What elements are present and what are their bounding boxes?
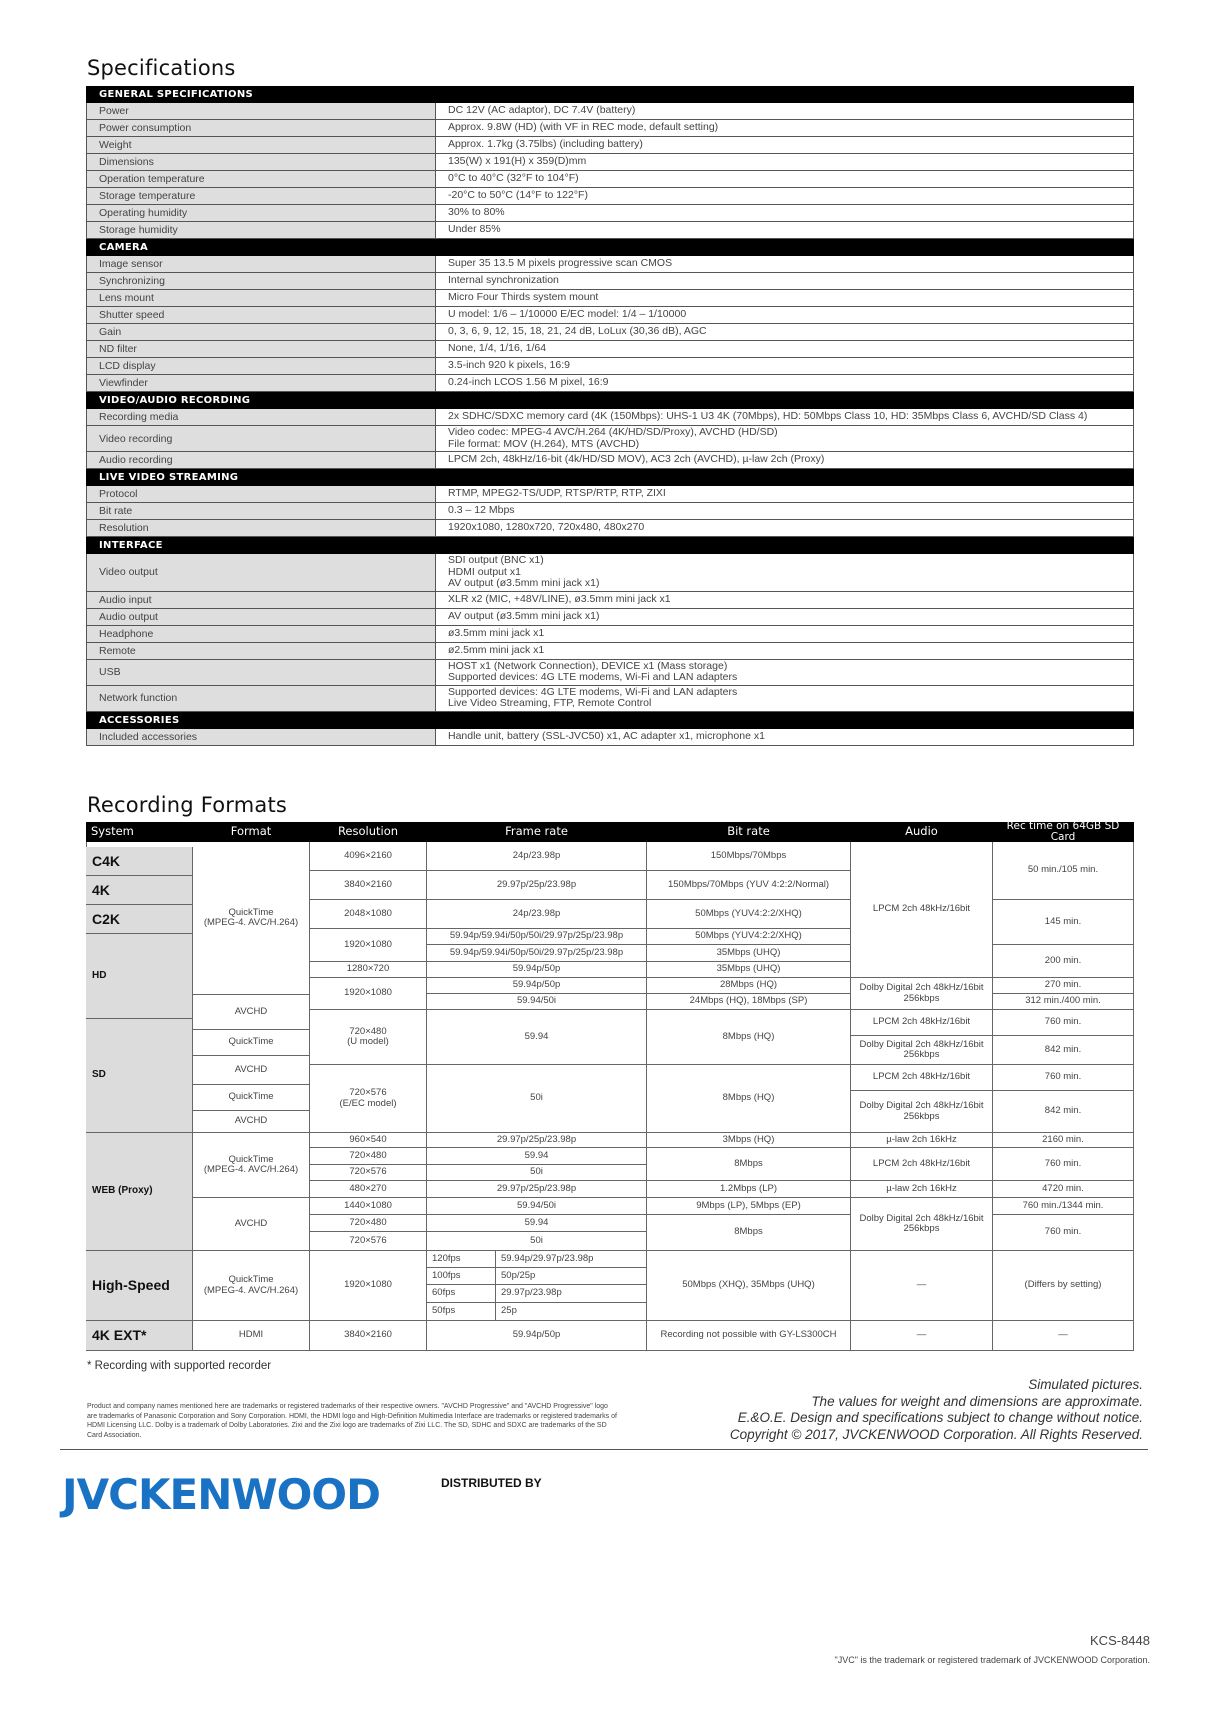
bit-rate-cell: Recording not possible with GY-LS300CH	[647, 1321, 851, 1351]
spec-value-line: Supported devices: 4G LTE modems, Wi-Fi and LAN adapters	[448, 671, 738, 683]
spec-label: Video output	[87, 554, 436, 591]
spec-value-line: None, 1/4, 1/16, 1/64	[448, 342, 547, 355]
spec-value	[436, 171, 1133, 187]
spec-row	[86, 137, 1134, 154]
spec-section-header: LIVE VIDEO STREAMING	[86, 469, 1134, 486]
trademark-note: "JVC" is the trademark or registered trademark of JVCKENWOOD Corporation.	[834, 1655, 1150, 1665]
spec-label: Audio input	[87, 592, 436, 608]
hs-frame-rate-cell: 29.97p/23.98p	[496, 1285, 647, 1303]
audio-cell: —	[851, 1321, 993, 1351]
specifications-title: Specifications	[87, 56, 236, 80]
audio-cell: Dolby Digital 2ch 48kHz/16bit 256kbps	[851, 978, 993, 1010]
spec-value-line: ø2.5mm mini jack x1	[448, 643, 545, 656]
resolution-cell: 720×480 (U model)	[310, 1010, 427, 1065]
frame-rate-cell: 59.94p/50p	[427, 978, 647, 994]
format-avchd: AVCHD	[193, 1056, 310, 1085]
spec-label: USB	[87, 660, 436, 685]
spec-label: Lens mount	[87, 290, 436, 306]
spec-row	[86, 643, 1134, 660]
spec-value	[436, 729, 1133, 745]
spec-label: Power consumption	[87, 120, 436, 136]
bit-rate-cell: 50Mbps (XHQ), 35Mbps (UHQ)	[647, 1251, 851, 1321]
spec-value-line: Internal synchronization	[448, 274, 559, 287]
spec-value-line: 0.3 – 12 Mbps	[448, 504, 515, 517]
spec-row	[86, 307, 1134, 324]
disclaimer-line: The values for weight and dimensions are approximate.	[811, 1393, 1143, 1409]
audio-cell: LPCM 2ch 48kHz/16bit	[851, 1148, 993, 1181]
resolution-cell: 960×540	[310, 1133, 427, 1148]
spec-row	[86, 358, 1134, 375]
rec-time-cell: 2160 min.	[993, 1133, 1134, 1148]
format-quicktime: QuickTime (MPEG-4. AVC/H.264)	[193, 1133, 310, 1198]
spec-row	[86, 375, 1134, 392]
bit-rate-cell: 150Mbps/70Mbps (YUV 4:2:2/Normal)	[647, 871, 851, 900]
spec-value-line: Super 35 13.5 M pixels progressive scan CMOS	[448, 257, 673, 270]
resolution-cell: 3840×2160	[310, 871, 427, 900]
bit-rate-cell: 8Mbps (HQ)	[647, 1010, 851, 1065]
spec-value-line: 30% to 80%	[448, 206, 505, 219]
resolution-cell: 1440×1080	[310, 1198, 427, 1215]
audio-cell: LPCM 2ch 48kHz/16bit	[851, 842, 993, 978]
bit-rate-cell: 8Mbps	[647, 1215, 851, 1251]
spec-value-line: ø3.5mm mini jack x1	[448, 626, 545, 639]
spec-value-line: Micro Four Thirds system mount	[448, 291, 599, 304]
spec-value-line: Under 85%	[448, 223, 501, 236]
specifications-table	[86, 86, 1134, 746]
spec-label: LCD display	[87, 358, 436, 374]
format-quicktime: QuickTime	[193, 1030, 310, 1056]
system-c4k: C4K	[86, 847, 193, 876]
hs-frame-rate-cell: 50p/25p	[496, 1268, 647, 1285]
spec-value-line: DC 12V (AC adaptor), DC 7.4V (battery)	[448, 104, 636, 117]
rec-time-cell: 50 min./105 min.	[993, 842, 1134, 900]
frame-rate-cell: 29.97p/25p/23.98p	[427, 1181, 647, 1198]
resolution-cell: 480×270	[310, 1181, 427, 1198]
spec-label: Audio output	[87, 609, 436, 625]
audio-cell: Dolby Digital 2ch 48kHz/16bit 256kbps	[851, 1091, 993, 1133]
spec-value-line: Supported devices: 4G LTE modems, Wi-Fi and LAN adapters	[448, 685, 738, 698]
spec-row	[86, 520, 1134, 537]
audio-cell: µ-law 2ch 16kHz	[851, 1181, 993, 1198]
frame-rate-cell: 59.94/50i	[427, 994, 647, 1010]
footnote: * Recording with supported recorder	[87, 1360, 272, 1372]
header-system: System	[86, 822, 193, 842]
spec-value-line: 0, 3, 6, 9, 12, 15, 18, 21, 24 dB, LoLux (30,36 dB), AGC	[448, 325, 707, 338]
spec-value-line: 3.5-inch 920 k pixels, 16:9	[448, 359, 570, 372]
spec-label: Gain	[87, 324, 436, 340]
spec-value	[436, 222, 1133, 238]
frame-rate-cell: 50i	[427, 1065, 647, 1133]
spec-value-line: Handle unit, battery (SSL-JVC50) x1, AC adapter x1, microphone x1	[448, 729, 765, 742]
resolution-cell: 2048×1080	[310, 900, 427, 929]
header-rec-time: Rec time on 64GB SD Card	[993, 822, 1134, 842]
audio-cell: —	[851, 1251, 993, 1321]
frame-rate-cell: 59.94/50i	[427, 1198, 647, 1215]
spec-value-line: 2x SDHC/SDXC memory card (4K (150Mbps): UHS-1 U3 4K (70Mbps), HD: 50Mbps Class 10, HD: 35Mbps Class 6, AVCHD/SD Class 4)	[448, 410, 1088, 423]
bit-rate-cell: 24Mbps (HQ), 18Mbps (SP)	[647, 994, 851, 1010]
resolution-cell: 1920×1080	[310, 929, 427, 962]
spec-row	[86, 686, 1134, 712]
bit-rate-cell: 150Mbps/70Mbps	[647, 842, 851, 871]
frame-rate-cell: 59.94p/59.94i/50p/50i/29.97p/25p/23.98p	[427, 945, 647, 962]
jvckenwood-logo: JVCKENWOOD	[62, 1470, 380, 1519]
header-resolution: Resolution	[310, 822, 427, 842]
frame-rate-cell: 50i	[427, 1232, 647, 1251]
spec-label: Image sensor	[87, 256, 436, 272]
spec-value	[436, 686, 1133, 711]
spec-value	[436, 358, 1133, 374]
system-hd: HD	[86, 934, 193, 1019]
system-sd: SD	[86, 1019, 193, 1133]
resolution-cell: 720×480	[310, 1148, 427, 1165]
spec-label: Video recording	[87, 426, 436, 451]
spec-label: Bit rate	[87, 503, 436, 519]
spec-section-header: CAMERA	[86, 239, 1134, 256]
spec-label: Included accessories	[87, 729, 436, 745]
spec-label: Audio recording	[87, 452, 436, 468]
spec-value	[436, 592, 1133, 608]
spec-label: Operating humidity	[87, 205, 436, 221]
spec-row	[86, 256, 1134, 273]
spec-row	[86, 222, 1134, 239]
spec-row	[86, 503, 1134, 520]
system-4k-ext: 4K EXT*	[86, 1321, 193, 1351]
disclaimer-line: Copyright © 2017, JVCKENWOOD Corporation. All Rights Reserved.	[729, 1426, 1143, 1442]
spec-row	[86, 554, 1134, 592]
spec-label: Synchronizing	[87, 273, 436, 289]
spec-row	[86, 452, 1134, 469]
spec-label: Network function	[87, 686, 436, 711]
spec-value	[436, 375, 1133, 391]
format-quicktime: QuickTime	[193, 1085, 310, 1111]
hs-frame-rate-cell: 59.94p/29.97p/23.98p	[496, 1251, 647, 1268]
spec-row	[86, 409, 1134, 426]
recording-formats-title: Recording Formats	[87, 793, 288, 817]
spec-value	[436, 609, 1133, 625]
rec-time-cell: 760 min.	[993, 1010, 1134, 1036]
spec-label: Headphone	[87, 626, 436, 642]
spec-row	[86, 486, 1134, 503]
spec-row	[86, 626, 1134, 643]
spec-value	[436, 452, 1133, 468]
spec-label: Weight	[87, 137, 436, 153]
frame-rate-cell: 50i	[427, 1165, 647, 1181]
spec-row	[86, 120, 1134, 137]
spec-value	[436, 205, 1133, 221]
spec-label: Protocol	[87, 486, 436, 502]
spec-value	[436, 307, 1133, 323]
spec-value-line: Video codec: MPEG-4 AVC/H.264 (4K/HD/SD/Proxy), AVCHD (HD/SD)	[448, 426, 778, 438]
spec-value	[436, 660, 1133, 685]
rec-time-cell: —	[993, 1321, 1134, 1351]
spec-label: Viewfinder	[87, 375, 436, 391]
spec-value	[436, 273, 1133, 289]
audio-cell: LPCM 2ch 48kHz/16bit	[851, 1010, 993, 1036]
audio-cell: µ-law 2ch 16kHz	[851, 1133, 993, 1148]
frame-rate-cell: 24p/23.98p	[427, 842, 647, 871]
spec-value	[436, 324, 1133, 340]
rec-time-cell: 760 min./1344 min.	[993, 1198, 1134, 1215]
spec-value-line: U model: 1/6 – 1/10000 E/EC model: 1/4 – 1/10000	[448, 308, 687, 321]
recording-formats-table	[86, 822, 1134, 1351]
rec-time-cell: 200 min.	[993, 945, 1134, 978]
spec-value	[436, 188, 1133, 204]
spec-row	[86, 592, 1134, 609]
rec-time-cell: 312 min./400 min.	[993, 994, 1134, 1010]
spec-value-line: 0.24-inch LCOS 1.56 M pixel, 16:9	[448, 376, 609, 389]
resolution-cell: 720×480	[310, 1215, 427, 1232]
bit-rate-cell: 8Mbps	[647, 1148, 851, 1181]
disclaimer-line: Simulated pictures.	[1028, 1377, 1143, 1392]
format-hdmi: HDMI	[193, 1321, 310, 1351]
hs-fps-cell: 60fps	[427, 1285, 496, 1303]
header-format: Format	[193, 822, 310, 842]
format-avchd: AVCHD	[193, 1111, 310, 1133]
format-quicktime: QuickTime (MPEG-4. AVC/H.264)	[193, 1251, 310, 1321]
frame-rate-cell: 59.94	[427, 1010, 647, 1065]
divider	[60, 1449, 1148, 1450]
spec-value	[436, 256, 1133, 272]
spec-label: ND filter	[87, 341, 436, 357]
rec-time-cell: 145 min.	[993, 900, 1134, 945]
spec-label: Storage humidity	[87, 222, 436, 238]
frame-rate-cell: 59.94	[427, 1215, 647, 1232]
system-high-speed: High-Speed	[86, 1251, 193, 1321]
frame-rate-cell: 29.97p/25p/23.98p	[427, 1133, 647, 1148]
spec-value	[436, 626, 1133, 642]
resolution-cell: 720×576	[310, 1165, 427, 1181]
spec-row	[86, 171, 1134, 188]
spec-value	[436, 554, 1133, 591]
legal-notice: Product and company names mentioned here are trademarks or registered trademarks of their respective owners. "AVCHD Progressive" and "AVCHD Progressive" logo are trademarks of Panasonic Corporation and Sony Corporation. HDMI, the HDMI logo and High-Definition Multimedia Interface are trademarks or registered trademarks of HDMI Licensing LLC. Dolby is a trademark of Dolby Laboratories. Zixi and the Zixi logo are trademarks of Zixi LLC. The SD, SDHC and SDXC are trademarks of the SD Card Association.	[87, 1403, 617, 1439]
spec-value	[436, 520, 1133, 536]
bit-rate-cell: 3Mbps (HQ)	[647, 1133, 851, 1148]
spec-row	[86, 729, 1134, 746]
hs-frame-rate-cell: 25p	[496, 1303, 647, 1321]
spec-section-header: INTERFACE	[86, 537, 1134, 554]
spec-value-line: AV output (ø3.5mm mini jack x1)	[448, 609, 600, 622]
spec-value	[436, 486, 1133, 502]
system-4k: 4K	[86, 876, 193, 905]
spec-value	[436, 290, 1133, 306]
header-bit-rate: Bit rate	[647, 822, 851, 842]
spec-value-line: SDI output (BNC x1)	[448, 554, 544, 566]
spec-value-line: Live Video Streaming, FTP, Remote Control	[448, 697, 652, 709]
spec-label: Recording media	[87, 409, 436, 425]
rec-time-cell: 760 min.	[993, 1215, 1134, 1251]
spec-label: Storage temperature	[87, 188, 436, 204]
spec-value-line: Approx. 1.7kg (3.75lbs) (including battery)	[448, 138, 643, 151]
spec-value	[436, 103, 1133, 119]
spec-row	[86, 324, 1134, 341]
frame-rate-cell: 24p/23.98p	[427, 900, 647, 929]
spec-value-line: HDMI output x1	[448, 565, 521, 578]
frame-rate-cell: 59.94p/50p	[427, 1321, 647, 1351]
resolution-cell: 1920×1080	[310, 1251, 427, 1321]
hs-fps-cell: 120fps	[427, 1251, 496, 1268]
spec-section-header: VIDEO/AUDIO RECORDING	[86, 392, 1134, 409]
spec-row	[86, 188, 1134, 205]
spec-value-line: -20°C to 50°C (14°F to 122°F)	[448, 189, 588, 202]
rec-time-cell: 4720 min.	[993, 1181, 1134, 1198]
disclaimer-line: E.&O.E. Design and specifications subject to change without notice.	[737, 1410, 1143, 1425]
spec-value-line: LPCM 2ch, 48kHz/16-bit (4k/HD/SD MOV), AC3 2ch (AVCHD), µ-law 2ch (Proxy)	[448, 453, 825, 466]
audio-cell: LPCM 2ch 48kHz/16bit	[851, 1065, 993, 1091]
spec-value	[436, 643, 1133, 659]
spec-row	[86, 426, 1134, 452]
spec-row	[86, 609, 1134, 626]
resolution-cell: 1280×720	[310, 962, 427, 978]
spec-row	[86, 290, 1134, 307]
frame-rate-cell: 59.94	[427, 1148, 647, 1165]
resolution-cell: 4096×2160	[310, 842, 427, 871]
spec-value	[436, 426, 1133, 451]
spec-value	[436, 409, 1133, 425]
spec-row	[86, 273, 1134, 290]
spec-section-header: ACCESSORIES	[86, 712, 1134, 729]
spec-value-line: AV output (ø3.5mm mini jack x1)	[448, 577, 600, 589]
format-avchd: AVCHD	[193, 1198, 310, 1251]
spec-label: Operation temperature	[87, 171, 436, 187]
resolution-cell: 3840×2160	[310, 1321, 427, 1351]
resolution-cell: 720×576	[310, 1232, 427, 1251]
spec-value-line: XLR x2 (MIC, +48V/LINE), ø3.5mm mini jack x1	[448, 592, 671, 605]
spec-value	[436, 154, 1133, 170]
rec-time-cell: 842 min.	[993, 1091, 1134, 1133]
header-frame-rate: Frame rate	[427, 822, 647, 842]
spec-section-header: GENERAL SPECIFICATIONS	[86, 86, 1134, 103]
bit-rate-cell: 35Mbps (UHQ)	[647, 945, 851, 962]
hs-fps-cell: 100fps	[427, 1268, 496, 1285]
bit-rate-cell: 50Mbps (YUV4:2:2/XHQ)	[647, 929, 851, 945]
bit-rate-cell: 28Mbps (HQ)	[647, 978, 851, 994]
format-quicktime: QuickTime (MPEG-4. AVC/H.264)	[193, 842, 310, 995]
spec-value	[436, 341, 1133, 357]
spec-value	[436, 137, 1133, 153]
spec-value-line: 1920x1080, 1280x720, 720x480, 480x270	[448, 521, 645, 534]
rec-time-cell: (Differs by setting)	[993, 1251, 1134, 1321]
resolution-cell: 720×576 (E/EC model)	[310, 1065, 427, 1133]
spec-value-line: File format: MOV (H.264), MTS (AVCHD)	[448, 437, 640, 450]
document-code: KCS-8448	[1090, 1633, 1150, 1648]
frame-rate-cell: 59.94p/59.94i/50p/50i/29.97p/25p/23.98p	[427, 929, 647, 945]
spec-value	[436, 503, 1133, 519]
spec-value-line: 135(W) x 191(H) x 359(D)mm	[448, 155, 587, 168]
resolution-cell: 1920×1080	[310, 978, 427, 1010]
spec-row	[86, 660, 1134, 686]
spec-value	[436, 120, 1133, 136]
audio-cell: Dolby Digital 2ch 48kHz/16bit 256kbps	[851, 1198, 993, 1251]
rec-time-cell: 842 min.	[993, 1036, 1134, 1065]
spec-row	[86, 154, 1134, 171]
rec-time-cell: 760 min.	[993, 1065, 1134, 1091]
spec-label: Shutter speed	[87, 307, 436, 323]
bit-rate-cell: 1.2Mbps (LP)	[647, 1181, 851, 1198]
spec-row	[86, 205, 1134, 222]
spec-row	[86, 341, 1134, 358]
hs-fps-cell: 50fps	[427, 1303, 496, 1321]
spec-label: Resolution	[87, 520, 436, 536]
spec-label: Dimensions	[87, 154, 436, 170]
spec-label: Power	[87, 103, 436, 119]
bit-rate-cell: 9Mbps (LP), 5Mbps (EP)	[647, 1198, 851, 1215]
disclaimer-block	[730, 1377, 1143, 1443]
distributed-by-label: DISTRIBUTED BY	[441, 1476, 542, 1490]
spec-value-line: RTMP, MPEG2-TS/UDP, RTSP/RTP, RTP, ZIXI	[448, 487, 666, 500]
bit-rate-cell: 8Mbps (HQ)	[647, 1065, 851, 1133]
rec-time-cell: 270 min.	[993, 978, 1134, 994]
bit-rate-cell: 35Mbps (UHQ)	[647, 962, 851, 978]
spec-value-line: HOST x1 (Network Connection), DEVICE x1 (Mass storage)	[448, 659, 728, 672]
format-avchd: AVCHD	[193, 995, 310, 1030]
system-web-proxy: WEB (Proxy)	[86, 1133, 193, 1251]
frame-rate-cell: 59.94p/50p	[427, 962, 647, 978]
spec-row	[86, 103, 1134, 120]
rec-time-cell: 760 min.	[993, 1148, 1134, 1181]
spec-label: Remote	[87, 643, 436, 659]
frame-rate-cell: 29.97p/25p/23.98p	[427, 871, 647, 900]
audio-cell: Dolby Digital 2ch 48kHz/16bit 256kbps	[851, 1036, 993, 1065]
header-audio: Audio	[851, 822, 993, 842]
spec-value-line: 0°C to 40°C (32°F to 104°F)	[448, 172, 579, 185]
spec-value-line: Approx. 9.8W (HD) (with VF in REC mode, default setting)	[448, 121, 719, 134]
system-c2k: C2K	[86, 905, 193, 934]
bit-rate-cell: 50Mbps (YUV4:2:2/XHQ)	[647, 900, 851, 929]
